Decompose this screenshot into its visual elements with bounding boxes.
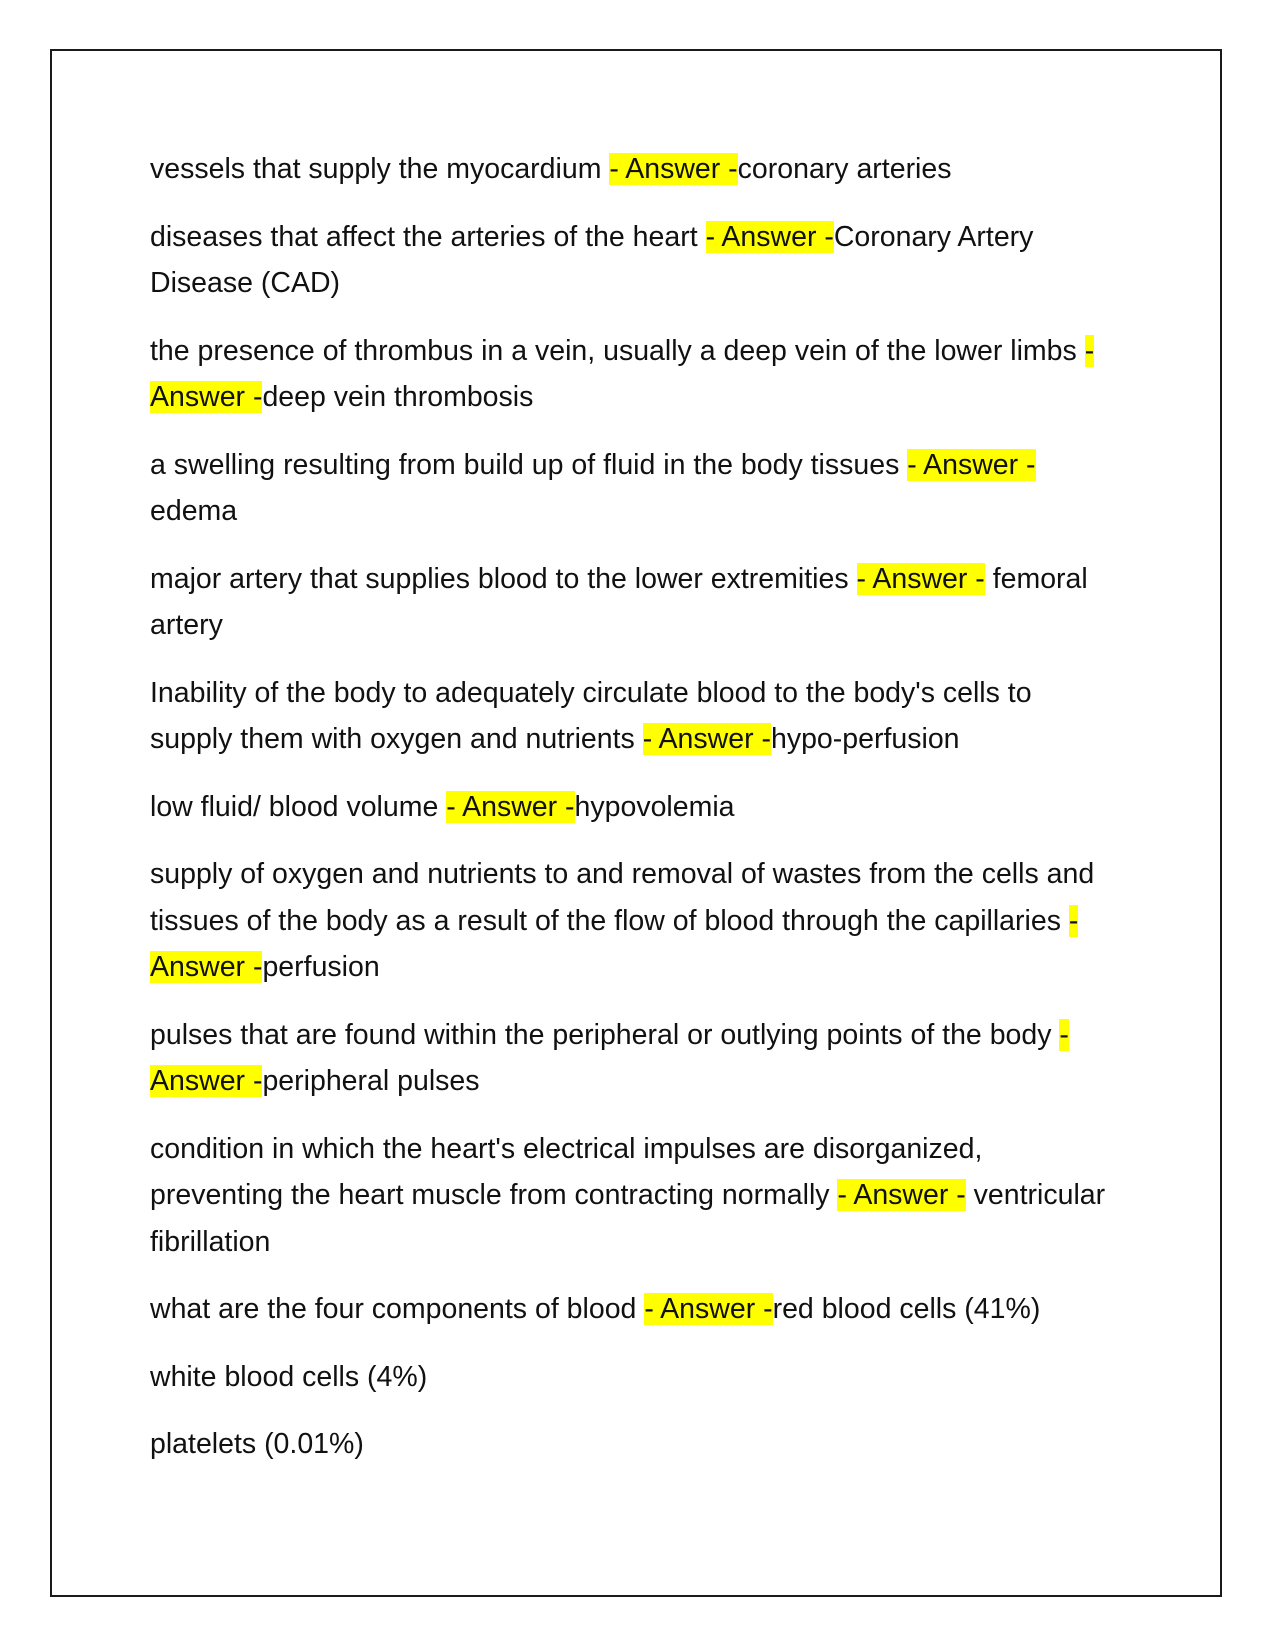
qa-entry [150,214,1120,307]
question-text: Inability of the body to adequately circulate blood to the body's cells to supply them with oxygen and nutrients [150,676,1032,755]
answer-marker: - Answer - [644,1293,773,1325]
answer-marker: - Answer - [150,904,1079,983]
answer-text: femoral artery [150,562,1088,641]
question-text: the presence of thrombus in a vein, usually a deep vein of the lower limbs [150,334,1085,367]
qa-entry [150,442,1120,535]
answer-text: Coronary Artery Disease (CAD) [150,220,1034,299]
document-body [150,146,1120,1489]
answer-continuation-line: platelets (0.01%) [150,1428,364,1460]
answer-marker: - Answer - [837,1179,966,1211]
answer-marker: - Answer - [150,334,1095,413]
qa-entry [150,784,1120,831]
question-text: condition in which the heart's electrical impulses are disorganized, preventing the heart muscle from contracting normally [150,1132,983,1211]
question-text: pulses that are found within the peripheral or outlying points of the body [150,1018,1060,1051]
answer-marker: - Answer - [705,220,834,253]
answer-marker: - Answer - [446,790,575,823]
answer-marker: - Answer - [609,153,738,185]
qa-entry [150,1126,1120,1266]
question-text: low fluid/ blood volume [150,790,447,823]
answer-text: deep vein thrombosis [262,381,534,413]
qa-entry [150,851,1120,991]
answer-marker: - Answer - [856,562,985,595]
answer-text: coronary arteries [737,153,952,185]
answer-marker: - Answer - [907,448,1036,481]
answer-marker: - Answer - [642,723,771,755]
answer-text: ventricular fibrillation [150,1179,1106,1258]
qa-entry [150,556,1120,649]
answer-marker: - Answer - [150,1018,1069,1097]
question-text: a swelling resulting from build up of fluid in the body tissues [150,448,908,481]
answer-text: hypo-perfusion [770,723,960,755]
question-text: supply of oxygen and nutrients to and removal of wastes from the cells and tissues of the body as a result of the flow of blood through the capillaries [150,858,1095,937]
answer-text: edema [150,495,238,527]
answer-text: hypovolemia [574,790,735,823]
question-text: what are the four components of blood [150,1293,645,1325]
qa-entry [150,328,1120,421]
question-text: vessels that supply the myocardium [150,153,610,185]
answer-text: red blood cells (41%) [772,1293,1041,1325]
qa-entry [150,1286,1120,1333]
qa-entry [150,1012,1120,1105]
answer-text: peripheral pulses [262,1065,480,1097]
qa-entry [150,146,1120,193]
question-text: major artery that supplies blood to the lower extremities [150,562,857,595]
question-text: diseases that affect the arteries of the heart [150,220,706,253]
answer-text: perfusion [262,951,380,983]
answer-continuation-line: white blood cells (4%) [150,1360,428,1393]
qa-entry [150,670,1120,763]
